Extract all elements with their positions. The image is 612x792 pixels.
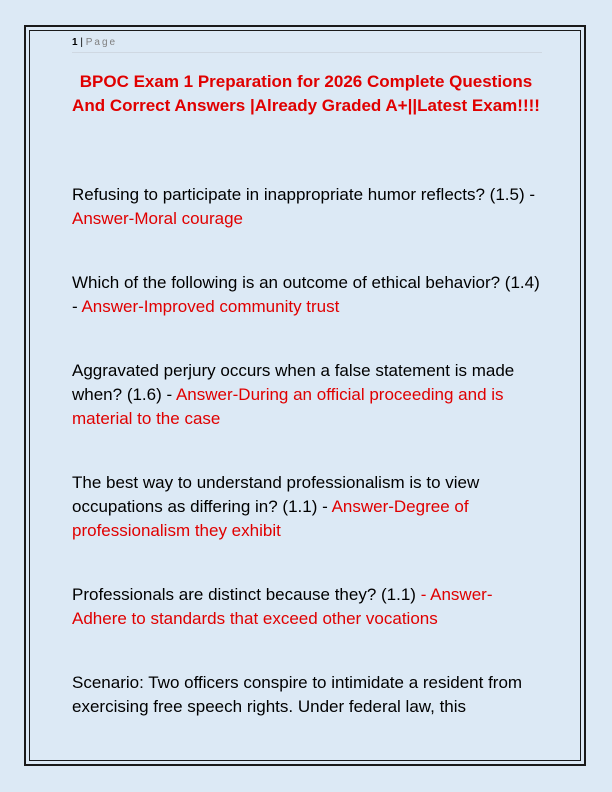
question-text: Scenario: Two officers conspire to intimidate a resident from exercising free speech rights. Under federal law, this <box>72 673 523 716</box>
question-text: Which of the following is an outcome of ethical behavior? (1.4) - <box>72 273 540 316</box>
answer-text: Answer-Degree of professionalism they exhibit <box>72 497 469 540</box>
question-text: Refusing to participate in inappropriate humor reflects? (1.5) - <box>72 185 536 204</box>
question-text: Professionals are distinct because they? (1.1) <box>72 585 421 604</box>
qa-item <box>72 183 542 231</box>
qa-item <box>72 359 542 431</box>
question-text: The best way to understand professionalism is to view occupations as differing in? (1.1) - <box>72 473 480 516</box>
qa-item <box>72 583 542 631</box>
question-text: Aggravated perjury occurs when a false statement is made when? (1.6) - <box>72 361 515 404</box>
page-label: Page <box>85 37 118 48</box>
page-separator: | <box>80 37 83 48</box>
answer-text: Answer-During an official proceeding and is material to the case <box>72 385 504 428</box>
qa-item <box>72 671 542 719</box>
page-header <box>72 36 542 53</box>
answer-text: Answer-Moral courage <box>72 209 244 228</box>
answer-text: - Answer-Adhere to standards that exceed other vocations <box>72 585 493 628</box>
qa-item <box>72 271 542 319</box>
qa-item <box>72 471 542 543</box>
answer-text: Answer-Improved community trust <box>81 297 340 316</box>
document-title: BPOC Exam 1 Preparation for 2026 Complete Questions And Correct Answers |Already Graded A+||Latest Exam!!!! <box>72 72 540 115</box>
page-number: 1 <box>72 37 78 48</box>
